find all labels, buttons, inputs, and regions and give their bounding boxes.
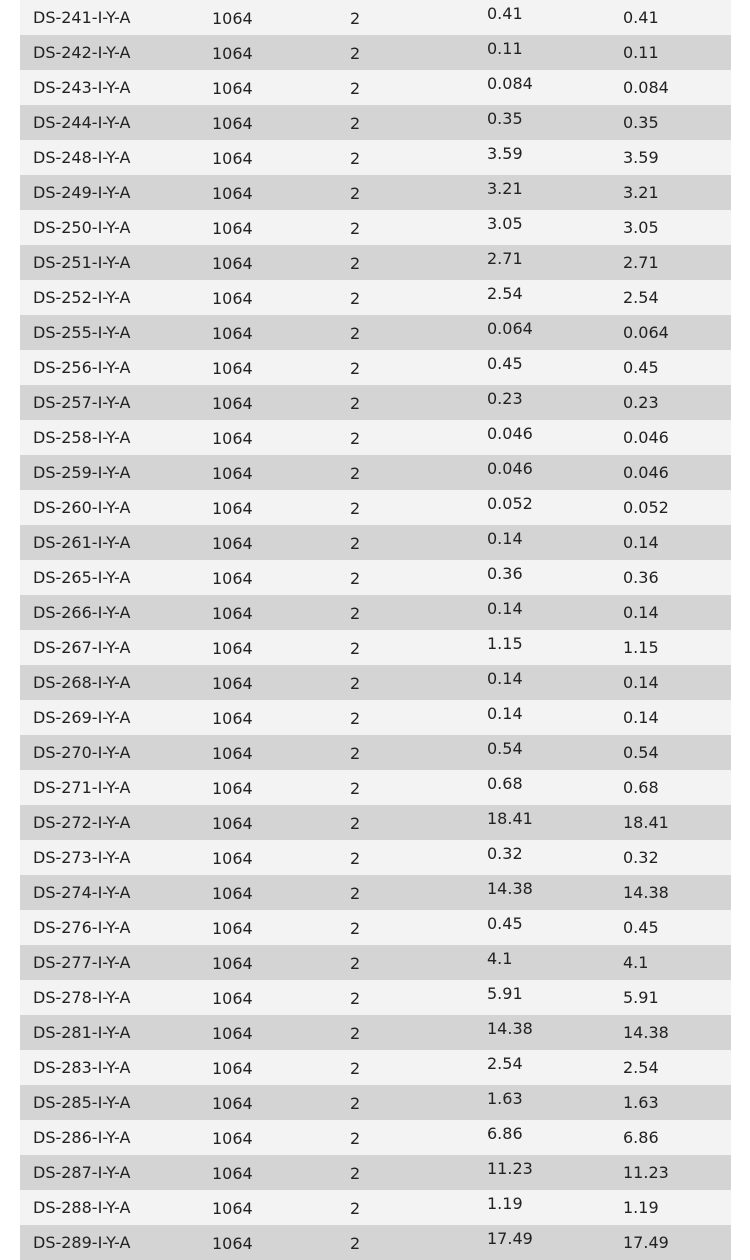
cell-value-b: 14.38	[623, 883, 669, 902]
table-row	[20, 525, 731, 560]
cell-wavelength: 1064	[212, 569, 253, 588]
cell-sample-id: DS-257-I-Y-A	[33, 393, 131, 412]
cell-value-b: 4.1	[623, 953, 649, 972]
table-row	[20, 630, 731, 665]
cell-count: 2	[350, 9, 361, 28]
cell-count: 2	[350, 394, 361, 413]
cell-wavelength: 1064	[212, 814, 253, 833]
table-row	[20, 1190, 731, 1225]
cell-wavelength: 1064	[212, 464, 253, 483]
cell-count: 2	[350, 324, 361, 343]
cell-value-a: 1.63	[487, 1089, 523, 1108]
cell-value-a: 0.23	[487, 389, 523, 408]
cell-value-a: 0.046	[487, 459, 533, 478]
cell-wavelength: 1064	[212, 149, 253, 168]
cell-count: 2	[350, 289, 361, 308]
cell-value-b: 0.046	[623, 463, 669, 482]
table-row	[20, 805, 731, 840]
table-row	[20, 105, 731, 140]
table-row	[20, 1085, 731, 1120]
cell-sample-id: DS-241-I-Y-A	[33, 8, 131, 27]
cell-value-b: 0.68	[623, 778, 659, 797]
cell-value-b: 0.14	[623, 708, 659, 727]
cell-value-a: 1.19	[487, 1194, 523, 1213]
cell-value-b: 3.05	[623, 218, 659, 237]
cell-count: 2	[350, 1094, 361, 1113]
cell-count: 2	[350, 849, 361, 868]
table-row	[20, 840, 731, 875]
cell-sample-id: DS-286-I-Y-A	[33, 1128, 131, 1147]
cell-count: 2	[350, 149, 361, 168]
cell-count: 2	[350, 184, 361, 203]
cell-wavelength: 1064	[212, 989, 253, 1008]
cell-count: 2	[350, 44, 361, 63]
table-row	[20, 700, 731, 735]
table-row	[20, 385, 731, 420]
cell-sample-id: DS-270-I-Y-A	[33, 743, 131, 762]
cell-value-a: 0.14	[487, 704, 523, 723]
cell-sample-id: DS-267-I-Y-A	[33, 638, 131, 657]
cell-count: 2	[350, 429, 361, 448]
cell-wavelength: 1064	[212, 674, 253, 693]
cell-count: 2	[350, 79, 361, 98]
cell-value-b: 1.19	[623, 1198, 659, 1217]
cell-value-b: 18.41	[623, 813, 669, 832]
cell-value-b: 6.86	[623, 1128, 659, 1147]
table-row	[20, 315, 731, 350]
cell-wavelength: 1064	[212, 499, 253, 518]
cell-value-b: 0.14	[623, 533, 659, 552]
cell-sample-id: DS-242-I-Y-A	[33, 43, 131, 62]
cell-wavelength: 1064	[212, 79, 253, 98]
cell-sample-id: DS-256-I-Y-A	[33, 358, 131, 377]
cell-value-a: 0.084	[487, 74, 533, 93]
cell-wavelength: 1064	[212, 884, 253, 903]
cell-sample-id: DS-274-I-Y-A	[33, 883, 131, 902]
cell-wavelength: 1064	[212, 954, 253, 973]
cell-count: 2	[350, 219, 361, 238]
cell-value-a: 3.21	[487, 179, 523, 198]
cell-count: 2	[350, 569, 361, 588]
cell-value-b: 0.41	[623, 8, 659, 27]
cell-value-a: 3.05	[487, 214, 523, 233]
cell-value-b: 0.14	[623, 673, 659, 692]
cell-value-b: 0.14	[623, 603, 659, 622]
cell-value-b: 0.052	[623, 498, 669, 517]
table-row	[20, 455, 731, 490]
cell-value-a: 2.71	[487, 249, 523, 268]
cell-count: 2	[350, 814, 361, 833]
cell-wavelength: 1064	[212, 1234, 253, 1253]
cell-value-b: 0.35	[623, 113, 659, 132]
cell-sample-id: DS-251-I-Y-A	[33, 253, 131, 272]
cell-value-b: 1.15	[623, 638, 659, 657]
cell-value-a: 0.54	[487, 739, 523, 758]
cell-sample-id: DS-281-I-Y-A	[33, 1023, 131, 1042]
cell-sample-id: DS-266-I-Y-A	[33, 603, 131, 622]
cell-sample-id: DS-248-I-Y-A	[33, 148, 131, 167]
cell-wavelength: 1064	[212, 324, 253, 343]
table-row	[20, 875, 731, 910]
cell-sample-id: DS-277-I-Y-A	[33, 953, 131, 972]
cell-count: 2	[350, 1129, 361, 1148]
cell-value-b: 0.45	[623, 918, 659, 937]
cell-sample-id: DS-260-I-Y-A	[33, 498, 131, 517]
cell-sample-id: DS-287-I-Y-A	[33, 1163, 131, 1182]
cell-sample-id: DS-259-I-Y-A	[33, 463, 131, 482]
table-row	[20, 560, 731, 595]
table-row	[20, 280, 731, 315]
table-row	[20, 945, 731, 980]
cell-count: 2	[350, 114, 361, 133]
cell-value-a: 2.54	[487, 1054, 523, 1073]
cell-count: 2	[350, 919, 361, 938]
table-row	[20, 1120, 731, 1155]
cell-wavelength: 1064	[212, 1199, 253, 1218]
cell-value-a: 0.32	[487, 844, 523, 863]
cell-value-b: 0.064	[623, 323, 669, 342]
cell-sample-id: DS-285-I-Y-A	[33, 1093, 131, 1112]
cell-count: 2	[350, 1164, 361, 1183]
cell-count: 2	[350, 779, 361, 798]
cell-value-a: 14.38	[487, 1019, 533, 1038]
cell-value-a: 18.41	[487, 809, 533, 828]
cell-value-b: 3.21	[623, 183, 659, 202]
cell-value-a: 11.23	[487, 1159, 533, 1178]
cell-value-a: 0.14	[487, 599, 523, 618]
cell-value-b: 1.63	[623, 1093, 659, 1112]
table-row	[20, 70, 731, 105]
table-row	[20, 140, 731, 175]
table-row	[20, 665, 731, 700]
table-row	[20, 980, 731, 1015]
cell-count: 2	[350, 1199, 361, 1218]
table-row	[20, 1155, 731, 1190]
cell-count: 2	[350, 884, 361, 903]
cell-value-a: 0.35	[487, 109, 523, 128]
cell-wavelength: 1064	[212, 429, 253, 448]
cell-value-a: 0.41	[487, 4, 523, 23]
table-row	[20, 1050, 731, 1085]
cell-value-a: 1.15	[487, 634, 523, 653]
cell-wavelength: 1064	[212, 744, 253, 763]
cell-count: 2	[350, 464, 361, 483]
cell-value-b: 0.45	[623, 358, 659, 377]
cell-count: 2	[350, 709, 361, 728]
cell-value-b: 0.54	[623, 743, 659, 762]
cell-sample-id: DS-258-I-Y-A	[33, 428, 131, 447]
cell-value-a: 0.36	[487, 564, 523, 583]
table-row	[20, 910, 731, 945]
cell-value-b: 5.91	[623, 988, 659, 1007]
cell-wavelength: 1064	[212, 779, 253, 798]
cell-count: 2	[350, 359, 361, 378]
cell-value-b: 17.49	[623, 1233, 669, 1252]
cell-value-a: 17.49	[487, 1229, 533, 1248]
cell-value-a: 6.86	[487, 1124, 523, 1143]
cell-wavelength: 1064	[212, 254, 253, 273]
cell-sample-id: DS-265-I-Y-A	[33, 568, 131, 587]
cell-value-a: 0.45	[487, 354, 523, 373]
cell-value-b: 2.54	[623, 288, 659, 307]
table-row	[20, 0, 731, 35]
table-row	[20, 770, 731, 805]
cell-sample-id: DS-283-I-Y-A	[33, 1058, 131, 1077]
cell-wavelength: 1064	[212, 219, 253, 238]
cell-sample-id: DS-273-I-Y-A	[33, 848, 131, 867]
cell-value-a: 14.38	[487, 879, 533, 898]
cell-value-b: 0.046	[623, 428, 669, 447]
cell-wavelength: 1064	[212, 394, 253, 413]
cell-wavelength: 1064	[212, 919, 253, 938]
data-table	[20, 0, 731, 1260]
cell-sample-id: DS-244-I-Y-A	[33, 113, 131, 132]
table-row	[20, 735, 731, 770]
cell-sample-id: DS-269-I-Y-A	[33, 708, 131, 727]
cell-value-a: 0.45	[487, 914, 523, 933]
cell-wavelength: 1064	[212, 184, 253, 203]
cell-count: 2	[350, 499, 361, 518]
cell-sample-id: DS-271-I-Y-A	[33, 778, 131, 797]
cell-sample-id: DS-288-I-Y-A	[33, 1198, 131, 1217]
cell-wavelength: 1064	[212, 1129, 253, 1148]
cell-count: 2	[350, 639, 361, 658]
cell-count: 2	[350, 254, 361, 273]
cell-sample-id: DS-289-I-Y-A	[33, 1233, 131, 1252]
cell-value-b: 0.32	[623, 848, 659, 867]
cell-sample-id: DS-250-I-Y-A	[33, 218, 131, 237]
cell-wavelength: 1064	[212, 1164, 253, 1183]
cell-sample-id: DS-249-I-Y-A	[33, 183, 131, 202]
table-row	[20, 245, 731, 280]
cell-wavelength: 1064	[212, 1094, 253, 1113]
cell-value-a: 0.064	[487, 319, 533, 338]
cell-value-a: 5.91	[487, 984, 523, 1003]
cell-wavelength: 1064	[212, 1024, 253, 1043]
cell-sample-id: DS-252-I-Y-A	[33, 288, 131, 307]
cell-wavelength: 1064	[212, 114, 253, 133]
cell-value-b: 2.54	[623, 1058, 659, 1077]
table-row	[20, 1015, 731, 1050]
table-row	[20, 1225, 731, 1260]
table-row	[20, 490, 731, 525]
cell-wavelength: 1064	[212, 604, 253, 623]
cell-value-a: 0.11	[487, 39, 523, 58]
cell-wavelength: 1064	[212, 44, 253, 63]
cell-count: 2	[350, 954, 361, 973]
cell-wavelength: 1064	[212, 639, 253, 658]
cell-sample-id: DS-261-I-Y-A	[33, 533, 131, 552]
cell-wavelength: 1064	[212, 359, 253, 378]
cell-wavelength: 1064	[212, 849, 253, 868]
cell-value-b: 0.11	[623, 43, 659, 62]
table-row	[20, 210, 731, 245]
cell-value-a: 0.14	[487, 529, 523, 548]
cell-wavelength: 1064	[212, 9, 253, 28]
cell-wavelength: 1064	[212, 709, 253, 728]
cell-sample-id: DS-276-I-Y-A	[33, 918, 131, 937]
cell-sample-id: DS-268-I-Y-A	[33, 673, 131, 692]
cell-wavelength: 1064	[212, 1059, 253, 1078]
cell-sample-id: DS-243-I-Y-A	[33, 78, 131, 97]
table-row	[20, 175, 731, 210]
cell-count: 2	[350, 1234, 361, 1253]
cell-count: 2	[350, 604, 361, 623]
cell-value-a: 2.54	[487, 284, 523, 303]
cell-value-a: 0.68	[487, 774, 523, 793]
cell-value-b: 0.36	[623, 568, 659, 587]
table-row	[20, 35, 731, 70]
cell-wavelength: 1064	[212, 534, 253, 553]
table-row	[20, 420, 731, 455]
cell-value-b: 3.59	[623, 148, 659, 167]
cell-value-b: 0.084	[623, 78, 669, 97]
table-row	[20, 350, 731, 385]
cell-value-a: 3.59	[487, 144, 523, 163]
cell-value-b: 0.23	[623, 393, 659, 412]
cell-sample-id: DS-255-I-Y-A	[33, 323, 131, 342]
cell-wavelength: 1064	[212, 289, 253, 308]
cell-count: 2	[350, 534, 361, 553]
cell-count: 2	[350, 989, 361, 1008]
cell-count: 2	[350, 674, 361, 693]
cell-value-a: 0.052	[487, 494, 533, 513]
cell-value-a: 0.14	[487, 669, 523, 688]
cell-count: 2	[350, 744, 361, 763]
cell-count: 2	[350, 1024, 361, 1043]
cell-sample-id: DS-278-I-Y-A	[33, 988, 131, 1007]
cell-value-b: 11.23	[623, 1163, 669, 1182]
table-row	[20, 595, 731, 630]
cell-count: 2	[350, 1059, 361, 1078]
cell-value-a: 4.1	[487, 949, 513, 968]
cell-sample-id: DS-272-I-Y-A	[33, 813, 131, 832]
cell-value-a: 0.046	[487, 424, 533, 443]
cell-value-b: 2.71	[623, 253, 659, 272]
cell-value-b: 14.38	[623, 1023, 669, 1042]
